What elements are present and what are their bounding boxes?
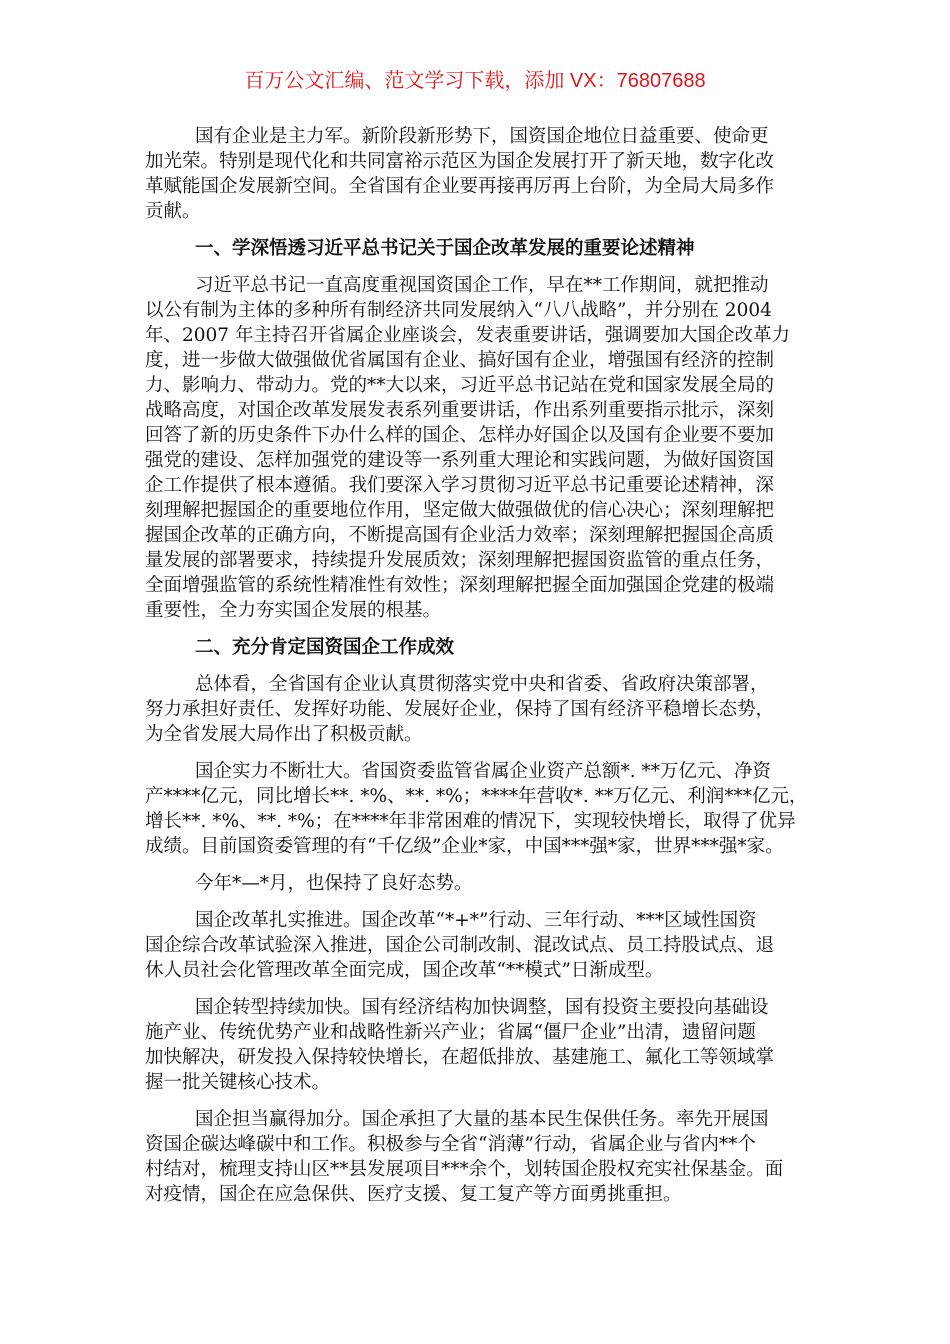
text-line: 国企担当赢得加分。国企承担了大量的基本民生保供任务。率先开展国 [195,1109,769,1130]
text-line: 战略高度，对国企改革发展发表系列重要讲话，作出系列重要指示批示，深刻 [145,400,775,421]
text-line: 习近平总书记一直高度重视国资国企工作，早在**工作期间，就把推动 [195,275,769,296]
text-line: 努力承担好责任、发挥好功能、发展好企业，保持了国有经济平稳增长态势， [145,699,775,720]
paragraph [145,908,805,983]
watermark-banner: 百万公文汇编、范文学习下载，添加 VX：76807688 [244,70,706,92]
text-line: 全面增强监管的系统性精准性有效性；深刻理解把握全面加强国企党建的极端 [145,575,775,596]
document-body [145,124,808,1219]
text-line: 强党的建设、怎样加强党的建设等一系列重大理论和实践问题，为做好国资国 [145,450,775,471]
text-line: 总体看，全省国有企业认真贯彻落实党中央和省委、省政府决策部署， [195,674,769,695]
text-line: 重要性，全力夯实国企发展的根基。 [145,600,442,621]
text-line: 施产业、传统优势产业和战略性新兴产业；省属“僵尸企业”出清，遗留问题 [145,1022,756,1043]
text-line: 休人员社会化管理改革全面完成，国企改革“**模式”日渐成型。 [145,960,664,981]
paragraph [145,672,805,747]
text-line: 刻理解把握国企的重要地位作用，坚定做大做强做优的信心决心；深刻理解把 [145,500,775,521]
text-line: 国企转型持续加快。国有经济结构加快调整，国有投资主要投向基础设 [195,997,769,1018]
text-line: 国企改革扎实推进。国企改革“*+*”行动、三年行动、***区域性国资 [195,910,757,931]
text-line: 对疫情，国企在应急保供、医疗支援、复工复产等方面勇挑重担。 [145,1184,682,1205]
paragraph [145,871,805,896]
text-line: 握国企改革的正确方向，不断提高国有企业活力效率；深刻理解把握国企高质 [145,525,775,546]
text-line: 革赋能国企发展新空间。全省国有企业要再接再厉再上台阶，为全局大局多作 [145,176,775,197]
section-heading: 一、学深悟透习近平总书记关于国企改革发展的重要论述精神 [195,238,695,259]
text-line: 以公有制为主体的多种所有制经济共同发展纳入“八八战略”，并分别在 2004 [145,300,772,321]
text-line: 为全省发展大局作出了积极贡献。 [145,724,423,745]
text-line: 资国企碳达峰碳中和工作。积极参与全省“消薄”行动，省属企业与省内**个 [145,1134,756,1155]
paragraph [145,1107,805,1207]
text-line: 回答了新的历史条件下办什么样的国企、怎样办好国企以及国有企业要不要加 [145,425,775,446]
text-line: 企工作提供了根本遵循。我们要深入学习贯彻习近平总书记重要论述精神，深 [145,475,775,496]
text-line: 握一批关键核心技术。 [145,1072,331,1093]
text-line: 加光荣。特别是现代化和共同富裕示范区为国企发展打开了新天地，数字化改 [145,151,775,172]
text-line: 力、影响力、带动力。党的**大以来，习近平总书记站在党和国家发展全局的 [145,375,775,396]
text-line: 加快解决，研发投入保持较快增长，在超低排放、基建施工、氟化工等领域掌 [145,1047,775,1068]
text-line: 村结对，梳理支持山区**县发展项目***余个，划转国企股权充实社保基金。面 [145,1159,784,1180]
text-line: 度，进一步做大做强做优省属国有企业、搞好国有企业，增强国有经济的控制 [145,350,775,371]
text-line: 国企实力不断壮大。省国资委监管省属企业资产总额*. **万亿元、净资 [195,761,772,782]
text-line: 量发展的部署要求，持续提升发展质效；深刻理解把握国资监管的重点任务， [145,550,775,571]
text-line: 年、2007 年主持召开省属企业座谈会，发表重要讲话，强调要加大国企改革力 [145,325,790,346]
text-line: 国有企业是主力军。新阶段新形势下，国资国企地位日益重要、使命更 [195,126,769,147]
text-line: 增长**. *%、**. *%；在****年非常困难的情况下，实现较快增长，取得了优异 [145,811,796,832]
paragraph [145,273,805,623]
paragraph [145,759,808,859]
section-heading: 二、充分肯定国资国企工作成效 [195,637,455,658]
paragraph [145,124,805,224]
text-line: 成绩。目前国资委管理的有“千亿级”企业*家，中国***强*家，世界***强*家。 [145,836,784,857]
text-line: 今年*—*月，也保持了良好态势。 [195,873,473,894]
text-line: 国企综合改革试验深入推进，国企公司制改制、混改试点、员工持股试点、退 [145,935,775,956]
text-line: 贡献。 [145,201,201,222]
paragraph [145,995,805,1095]
text-line: 产****亿元，同比增长**. *%、**. *%；****年营收*. **万亿元、利润***亿元， [145,786,808,807]
